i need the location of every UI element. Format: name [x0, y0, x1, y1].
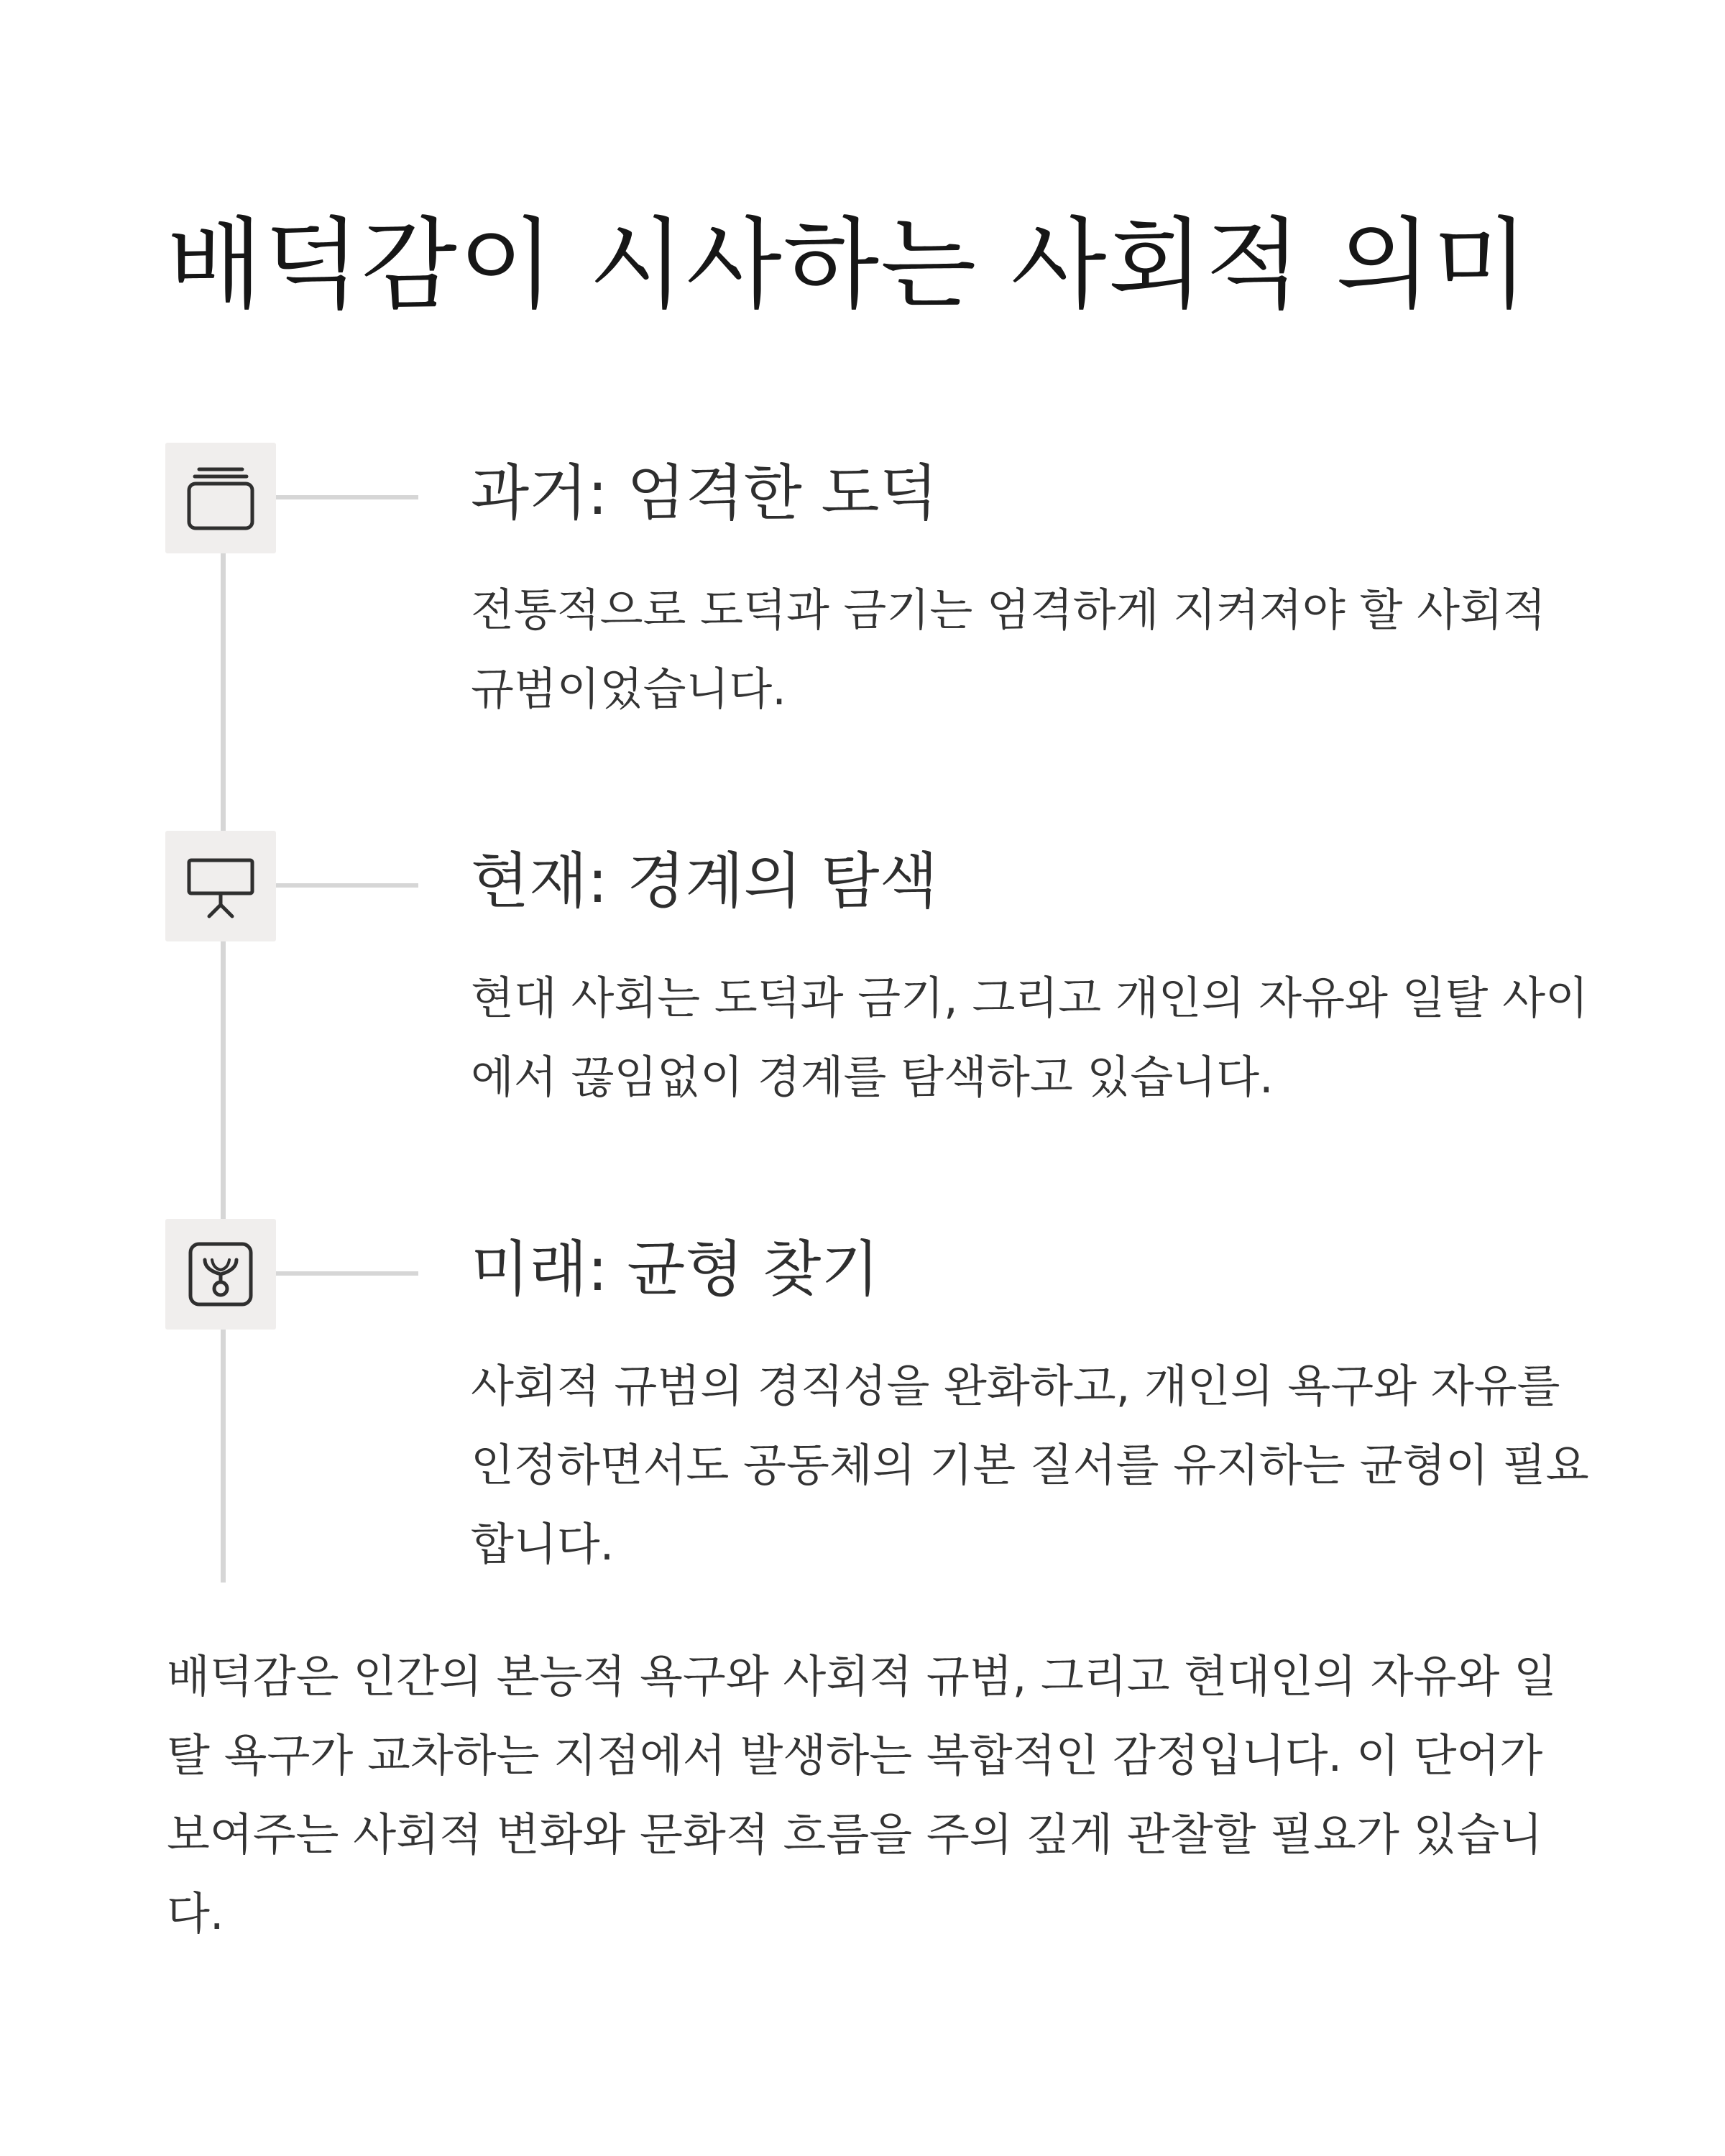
timeline-heading: 현재: 경계의 탐색 [471, 846, 938, 916]
presentation-board-icon [179, 844, 262, 928]
timeline-connector [276, 495, 418, 499]
timeline-heading: 미래: 균형 찾기 [471, 1234, 880, 1304]
timeline-connector [276, 883, 418, 888]
timeline-description: 현대 사회는 도덕과 금기, 그리고 개인의 자유와 일탈 사이에서 끊임없이 경계를 탐색하고 있습니다. [471, 972, 1588, 1103]
timeline-description: 사회적 규범의 경직성을 완화하고, 개인의 욕구와 자유를 인정하면서도 공동체의 기본 질서를 유지하는 균형이 필요합니다. [471, 1360, 1589, 1570]
fork-symbol-icon [179, 1233, 262, 1316]
timeline-description: 전통적으로 도덕과 금기는 엄격하게 지켜져야 할 사회적 규범이었습니다. [471, 584, 1546, 715]
page-title: 배덕감이 시사하는 사회적 의미 [167, 207, 1530, 323]
summary-paragraph: 배덕감은 인간의 본능적 욕구와 사회적 규범, 그리고 현대인의 자유와 일탈 욕구가 교차하는 지점에서 발생하는 복합적인 감정입니다. 이 단어가 보여주는 사회적 변화와 문화적 흐름을 주의 깊게 관찰할 필요가 있습니다. [167, 1650, 1557, 1940]
timeline-rail [221, 489, 226, 1583]
timeline-icon-box [165, 1219, 276, 1330]
timeline-icon-box [165, 443, 276, 553]
timeline-icon-box [165, 831, 276, 941]
timeline-heading: 과거: 엄격한 도덕 [471, 458, 938, 528]
cards-stack-icon [179, 456, 262, 540]
timeline-connector [276, 1271, 418, 1276]
